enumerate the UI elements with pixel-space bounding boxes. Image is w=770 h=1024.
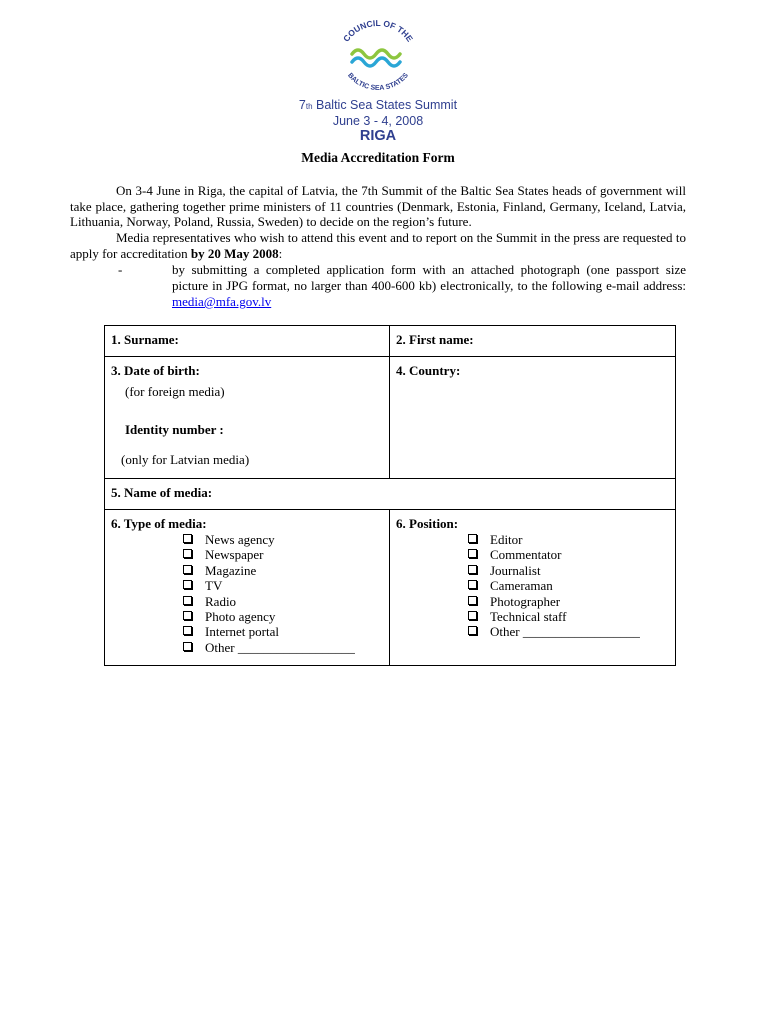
position-option[interactable] [468,532,669,547]
logo-top-text: COUNCIL OF THE [341,18,416,44]
media-type-option-label: Photo agency [205,609,276,625]
dob-label: 3. Date of birth: [111,363,200,378]
logo-bottom-text: BALTIC SEA STATES [346,72,410,90]
checkbox-icon[interactable] [468,565,477,574]
accreditation-form [104,325,676,666]
checkbox-icon[interactable] [468,596,477,605]
media-type-label: 6. Type of media: [111,516,207,531]
intro-paragraph: On 3-4 June in Riga, the capital of Latvia, the 7th Summit of the Baltic Sea States heads of government will take place, gathering together prime ministers of 11 countries (Denmark, Estonia, Finland, Germany, Iceland, Latvia, Lithuania, Norway, Poland, Russia, Sweden) to decide on the region’s future. [70,183,686,229]
surname-field[interactable] [105,326,390,357]
summit-info [270,98,486,145]
checkbox-icon[interactable] [183,642,192,651]
checkbox-icon[interactable] [183,596,192,605]
checkbox-icon[interactable] [183,626,192,635]
media-type-option[interactable] [183,547,383,562]
position-option-label: Commentator [490,547,562,563]
position-option[interactable] [468,594,669,609]
checkbox-icon[interactable] [468,534,477,543]
position-option-label: Technical staff [490,609,567,625]
position-option[interactable] [468,578,669,593]
media-type-option-label: Other __________________ [205,639,355,655]
checkbox-icon[interactable] [468,580,477,589]
identity-note: (only for Latvian media) [121,452,250,467]
first-name-field[interactable] [390,326,676,357]
media-type-option-label: TV [205,578,223,594]
position-option[interactable] [468,624,669,639]
first-name-label: 2. First name: [396,332,474,347]
media-type-option-label: Magazine [205,562,257,578]
summit-line1: 7th Baltic Sea States Summit [298,98,458,112]
surname-label: 1. Surname: [111,332,179,347]
position-option[interactable] [468,609,669,624]
media-type-option[interactable] [183,624,383,639]
identity-label: Identity number : [125,422,224,437]
checkbox-icon[interactable] [183,534,192,543]
deadline: by 20 May 2008 [190,245,279,261]
checkbox-icon[interactable] [183,565,192,574]
position-option-label: Other __________________ [490,624,640,640]
checkbox-icon[interactable] [468,611,477,620]
position-options [396,532,669,640]
media-type-option[interactable] [183,594,383,609]
media-type-option[interactable] [183,609,383,624]
position-option-label: Photographer [490,593,561,609]
media-type-option[interactable] [183,532,383,547]
checkbox-icon[interactable] [183,580,192,589]
cbss-logo [330,18,426,90]
bullet-dash: - [118,262,123,277]
position-option-label: Journalist [490,562,541,578]
country-label: 4. Country: [396,363,461,378]
checkbox-icon[interactable] [183,611,192,620]
position-option-label: Editor [490,532,523,547]
svg-text:COUNCIL OF THE [341,18,415,44]
request-paragraph: Media representatives who wish to attend this event and to report on the Summit in the press are requested to apply for accreditation by 20 May 2008: [70,230,686,261]
media-type-option-label: Internet portal [205,624,279,640]
media-type-option[interactable] [183,563,383,578]
media-type-option[interactable] [183,578,383,593]
position-option[interactable] [468,563,669,578]
checkbox-icon[interactable] [468,626,477,635]
media-name-label: 5. Name of media: [111,485,213,500]
svg-text:BALTIC SEA STATES [346,72,410,90]
summit-date: June 3 - 4, 2008 [332,114,424,128]
country-field[interactable] [390,357,676,479]
media-type-cell [105,510,390,666]
media-type-option-label: Newspaper [205,547,264,563]
media-type-options [111,532,383,655]
media-type-option[interactable] [183,640,383,655]
media-name-field[interactable] [105,479,676,510]
summit-city: RIGA [359,128,397,144]
checkbox-icon[interactable] [183,549,192,558]
position-option-label: Cameraman [490,578,553,594]
dob-note: (for foreign media) [125,384,225,399]
dob-identity-field[interactable] [105,357,390,479]
media-type-option-label: News agency [205,532,275,547]
email-link[interactable]: media@mfa.gov.lv [172,294,272,309]
media-type-option-label: Radio [205,593,237,609]
position-cell [390,510,676,666]
submission-instructions: by submitting a completed application form with an attached photograph (one passport size picture in JPG format, no larger than 400-600 kb) electronically, to the following e-mail address: media@mfa.gov.lv [172,262,686,309]
position-option[interactable] [468,547,669,562]
page-title: Media Accreditation Form [301,150,455,165]
position-label: 6. Position: [396,516,459,531]
checkbox-icon[interactable] [468,549,477,558]
